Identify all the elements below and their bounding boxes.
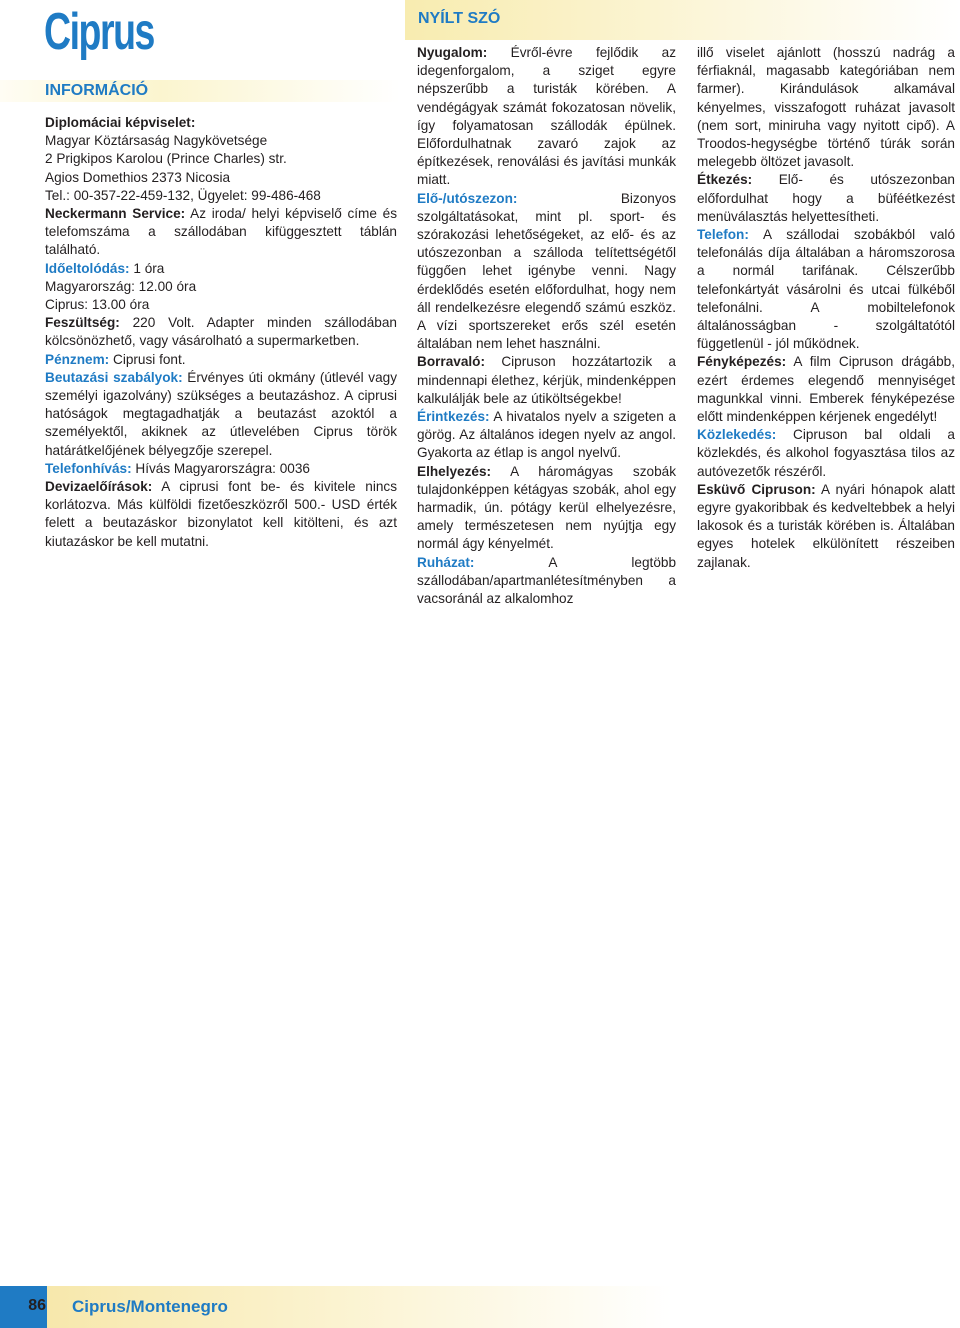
- season-paragraph: [417, 190, 676, 354]
- neckermann-label: Neckermann Service:: [45, 206, 186, 222]
- voltage-label: Feszültség:: [45, 315, 120, 331]
- telephone-label: Telefon:: [697, 227, 749, 243]
- clothing-paragraph: [417, 554, 676, 609]
- telephone-text: A szállodai szobákból való telefonálás díja általában a háromszorosa a normál tarifának. Célszerűbb telefonkártyát vásárolni és utcai fülkéből telefonálni. A mobiltelefonok általánosságban - szolgáltatótól függetlenül - jól működnek.: [697, 227, 955, 352]
- timezone-label: Időeltolódás:: [45, 260, 130, 276]
- dining-text: Elő- és utószezonban előfordulhat hogy a büféétkezést menüválasztás helyettesítheti.: [697, 172, 955, 224]
- currency-rules-paragraph: [45, 478, 397, 551]
- contact-label: Érintkezés:: [417, 409, 490, 425]
- transport-label: Közlekedés:: [697, 427, 777, 443]
- phone-call-paragraph: [45, 460, 397, 478]
- embassy-name: Magyar Köztársaság Nagykövetsége: [45, 133, 268, 149]
- neckermann-paragraph: [45, 205, 397, 260]
- diplomatic-label: Diplomáciai képviselet:: [45, 115, 196, 130]
- page-title: Ciprus: [44, 3, 154, 61]
- neckermann-text: Az iroda/ helyi képviselő címe és telefomszáma a szállodában kifüggesztett táblán található.: [45, 206, 397, 258]
- contact-text: A hivatalos nyelv a szigeten a görög. Az általános idegen nyelv az angol. Gyakorta az étlap is angol nyelvű.: [417, 409, 676, 461]
- timezone-paragraph: [45, 260, 397, 278]
- entry-rules-text: Érvényes úti okmány (útlevél vagy személyi igazolvány) szükséges a beutazáshoz. A ciprusi hatóságok megtagadhatják a beutazást azoktól a személyektől, akiknek az útlevelében Ciprus török határátkelőjének bélyegzője szerepel.: [45, 369, 398, 458]
- season-text: Bizonyos szolgáltatásokat, mint pl. sport- és szórakozási lehetőségeket, az elő- és az utószezonban a szálloda telítettségétől függően lehet igénybe venni. Nagy érdeklődés esetén előfordulhat, hogy nem áll rendelkezésre elegendő számú eszköz. A vízi sportszereket erős szél esetén általában nem lehet használni.: [417, 190, 676, 352]
- telephone-paragraph: [697, 226, 955, 353]
- accommodation-paragraph: [417, 463, 676, 554]
- embassy-street: 2 Prigkipos Karolou (Prince Charles) str.: [45, 151, 287, 167]
- page-number: 86: [28, 1297, 46, 1314]
- embassy-phone: Tel.: 00-357-22-459-132, Ügyelet: 99-486-468: [45, 187, 321, 203]
- contact-paragraph: [417, 408, 676, 463]
- embassy-city: Agios Domethios 2373 Nicosia: [45, 169, 231, 185]
- nyilt-column-middle: [417, 44, 676, 608]
- accommodation-label: Elhelyezés:: [417, 463, 492, 479]
- transport-paragraph: [697, 426, 955, 481]
- nyugalom-paragraph: [417, 44, 676, 190]
- photography-paragraph: [697, 353, 955, 426]
- footer-title: Ciprus/Montenegro: [72, 1297, 228, 1316]
- tip-paragraph: [417, 353, 676, 408]
- transport-text: Cipruson bal oldali a közlekdés, és alkohol fogyasztása tilos az autóvezetők részéről.: [697, 427, 955, 479]
- currency-label: Pénznem:: [45, 351, 110, 367]
- dining-paragraph: [697, 171, 955, 226]
- wedding-text: A nyári hónapok alatt egyre gyakoribbak és kedveltebbek a helyi lakosok és a turisták körében is. Általában egyes hotelek elkülönített részeiben zajlanak.: [697, 481, 955, 570]
- wedding-label: Esküvő Cipruson:: [697, 481, 816, 497]
- clothing-continued: illő viselet ajánlott (hosszú nadrág a férfiaknál, magasabb kategóriában nem farmer). Kirándulások alkamával kényelmes, visszafogott ruházat javasolt (nem sort, miniruha vagy nyitott cipő). A Troodos-hegységbe történő túrák során melegebb öltözet javasolt.: [697, 45, 955, 170]
- phone-call-label: Telefonhívás:: [45, 460, 132, 476]
- cyprus-time: Ciprus: 13.00 óra: [45, 297, 150, 313]
- entry-rules-label: Beutazási szabályok:: [45, 369, 183, 385]
- entry-rules-paragraph: [45, 369, 397, 460]
- phone-call-text: Hívás Magyarországra: 0036: [131, 460, 310, 476]
- currency-paragraph: [45, 351, 397, 369]
- dining-label: Étkezés:: [697, 172, 753, 188]
- nyugalom-label: Nyugalom:: [417, 45, 488, 60]
- voltage-paragraph: [45, 314, 397, 350]
- wedding-paragraph: [697, 481, 955, 572]
- nyilt-heading: NYÍLT SZÓ: [418, 10, 501, 27]
- nyilt-column-right: [697, 44, 955, 572]
- tip-label: Borravaló:: [417, 354, 485, 370]
- photography-text: A film Cipruson drágább, ezért érdemes elegendő mennyiséget magunkkal vinni. Emberek fényképezése előtt mindenképpen kérjenek engedélyt!: [697, 354, 955, 425]
- timezone-text: 1 óra: [129, 260, 165, 276]
- currency-text: Ciprusi font.: [109, 351, 186, 367]
- nyugalom-text: Évről-évre fejlődik az idegenforgalom, a sziget egyre népszerűbb a turisták körében. A vendégágyak számát fokozatosan növelik, így folyamatosan szállodák épülnek. Előfordulhatnak zavaró zajok az építkezések, renoválási és javítási munkák miatt.: [417, 45, 676, 188]
- clothing-text: A legtöbb szállodában/apartmanlétesítményben a vacsoránál az alkalomhoz: [417, 554, 676, 607]
- info-column: [45, 114, 397, 551]
- currency-rules-label: Devizaelőírások:: [45, 479, 153, 495]
- hungary-time: Magyarország: 12.00 óra: [45, 278, 197, 294]
- currency-rules-text: A ciprusi font be- és kivitele nincs korlátozva. Más külföldi fizetőeszközről 500.- USD érték felett a beutazáskor bizonylatot kell kitölteni, és azt kiutazáskor be kell mutatni.: [45, 479, 397, 549]
- photography-label: Fényképezés:: [697, 354, 787, 370]
- accommodation-text: A háromágyas szobák tulajdonképpen kétágyas szobák, ahol egy harmadik, ún. pótágy kerül elhelyezésre, amely természetesen nem nyújtja egy normál ágy kényelmét.: [417, 463, 676, 552]
- season-label: Elő-/utószezon:: [417, 190, 518, 206]
- clothing-label: Ruházat:: [417, 554, 475, 570]
- info-heading: INFORMÁCIÓ: [45, 82, 149, 99]
- voltage-text: 220 Volt. Adapter minden szállodában kölcsönözhető, vagy vásárolható a supermarketben.: [45, 315, 397, 349]
- tip-text: Cipruson hozzátartozik a mindennapi élethez, kérjük, mindenképpen kalkulálják bele az útiköltségekbe!: [417, 354, 676, 406]
